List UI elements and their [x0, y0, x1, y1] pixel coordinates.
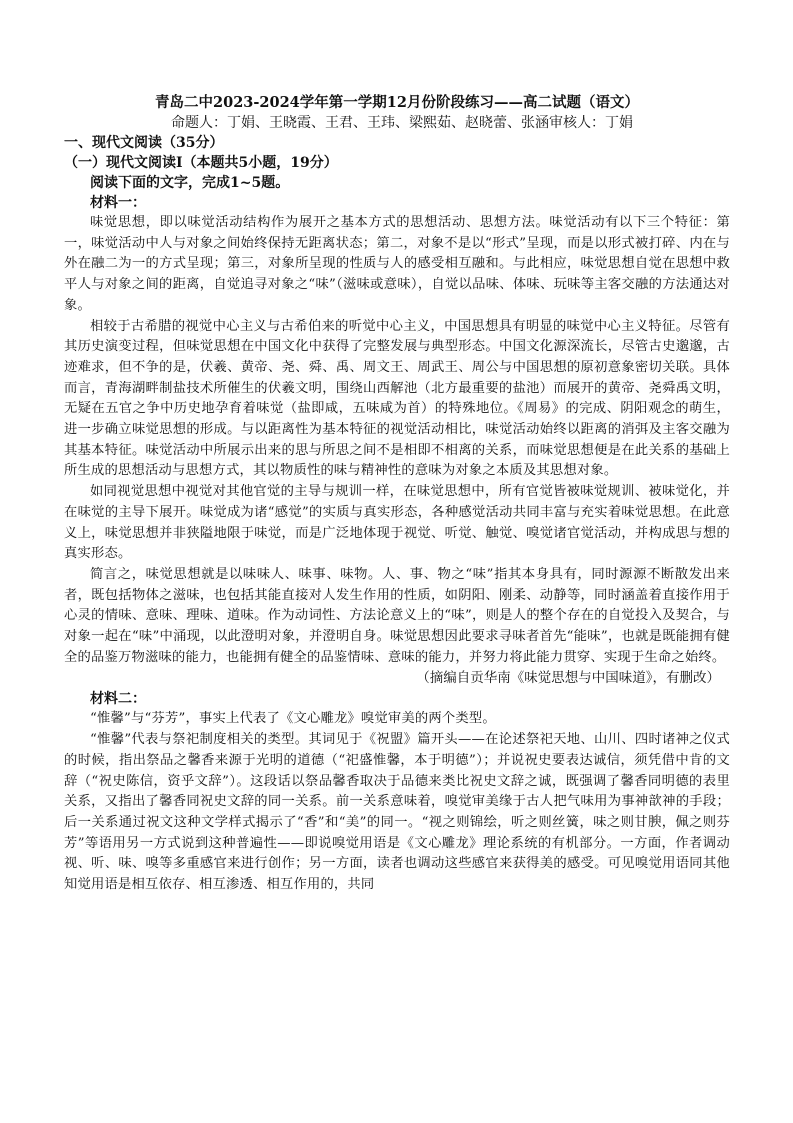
sub-section-heading: （一）现代文阅读Ⅰ（本题共5小题，19分） [64, 155, 338, 171]
section-heading: 一、现代文阅读（35分） [64, 135, 224, 151]
paragraph: 如同视觉思想中视觉对其他官觉的主导与规训一样，在味觉思想中，所有官觉皆被味觉规训、被味觉化，并在味觉的主导下展开。味觉成为诸“感觉”的实质与真实形态，各种感觉活动共同丰富与充实着味觉思想。在此意义上，味觉思想并非狭隘地限于味觉，而是广泛地体现于视觉、听觉、触觉、嗅觉诸官觉活动，并构成思与想的真实形态。 [64, 484, 730, 562]
paragraph: 简言之，味觉思想就是以味味人、味事、味物。人、事、物之“味”指其本身具有，同时源源不断散发出来者，既包括物体之滋味，也包括其能直接对人发生作用的性质，如阴阳、刚柔、动静等，同时涵盖着直接作用于心灵的情味、意味、理味、道味。作为动词性、方法论意义上的“味”，则是人的整个存在的自觉投入及契合，与对象一起在“味”中涌现，以此澄明对象，并澄明自身。味觉思想因此要求寻味者首先“能味”，也就是既能拥有健全的品鉴万物滋味的能力，也能拥有健全的品鉴情味、意味的能力，并努力将此能力贯穿、实现于生命之始终。 [64, 566, 730, 665]
paragraph: “惟馨”代表与祭祀制度相关的类型。其词见于《祝盟》篇开头——在论述祭祀天地、山川、四时诸神之仪式的时候，指出祭品之馨香来源于光明的道德（“祀盛惟馨，本于明德”）；并说祝史要表达诚信，须凭借中肯的文辞（“祝史陈信，资乎文辞”）。这段话以祭品馨香取决于品德来类比祝史文辞之诚，既强调了馨香同明德的表里关系，又指出了馨香同祝史文辞的同一关系。前一关系意味着，嗅觉审美缘于古人把气味用为事神歆神的手段；后一关系通过祝文这种文学样式揭示了“香”和“美”的同一。“视之则锦绘，听之则丝簧，味之则甘腴，佩之则芬芳”等语用另一方式说到这种普遍性——即说嗅觉用语是《文心雕龙》理论系统的有机部分。一方面，作者调动视、听、味、嗅等多重感官来进行创作；另一方面，读者也调动这些感官来获得美的感受。可见嗅觉用语同其他知觉用语是相互依存、相互渗透、相互作用的，共同 [64, 732, 730, 893]
material-one-label: 材料一： [90, 195, 146, 211]
exam-title: 青岛二中2023-2024学年第一学期12月份阶段练习——高二试题（语文） [155, 94, 639, 111]
material-one-source: （摘编自贡华南《味觉思想与中国味道》，有删改） [416, 670, 720, 687]
material-two-label: 材料二： [90, 691, 146, 708]
reading-instruction: 阅读下面的文字，完成1~5题。 [90, 175, 290, 191]
exam-authors: 命题人：丁娟、王晓霞、王君、王玮、梁熙茹、赵晓蕾、张涵审核人：丁娟 [171, 115, 633, 131]
paragraph: 味觉思想，即以味觉活动结构作为展开之基本方式的思想活动、思想方法。味觉活动有以下三个特征：第一，味觉活动中人与对象之间始终保持无距离状态；第二，对象不是以“形式”呈现，而是以形式被打碎、内在与外在融二为一的方式呈现；第三，对象所呈现的性质与人的感受相互融和。与此相应，味觉思想自觉在思想中救平人与对象之间的距离，自觉追寻对象之“味”（滋味或意味），自觉以品味、体味、玩味等主客交融的方法通达对象。 [64, 215, 730, 313]
exam-page [64, 93, 730, 896]
paragraph: 相较于古希腊的视觉中心主义与古希伯来的听觉中心主义，中国思想具有明显的味觉中心主义特征。尽管有其历史演变过程，但味觉思想在中国文化中获得了完整发展与典型形态。中国文化源深流长，尽管古史邈邈，古迹难求，但不争的是，伏羲、黄帝、尧、舜、禹、周文王、周武王、周公与中国思想的原初意象密切关联。具体而言，青海湖畔制盐技术所催生的伏羲文明，围绕山西解池（北方最重要的盐池）而展开的黄帝、尧舜禹文明，无疑在五官之争中历史地孕育着味觉（盐即咸，五味咸为首）的特殊地位。《周易》的完成、阴阳观念的萌生，进一步确立味觉思想的形成。与以距离性为基本特征的视觉活动相比，味觉活动始终以距离的消弭及主客交融为其基本特征。味觉活动中所展示出来的思与所思之间不是相即不相离的关系，而味觉思想便是在此关系的基础上所生成的思想活动与思想方式，其以物质性的味与精神性的意味为对象之本质及其思想对象。 [64, 318, 730, 479]
paragraph: “惟馨”与“芬芳”，事实上代表了《文心雕龙》嗅觉审美的两个类型。 [90, 711, 496, 727]
